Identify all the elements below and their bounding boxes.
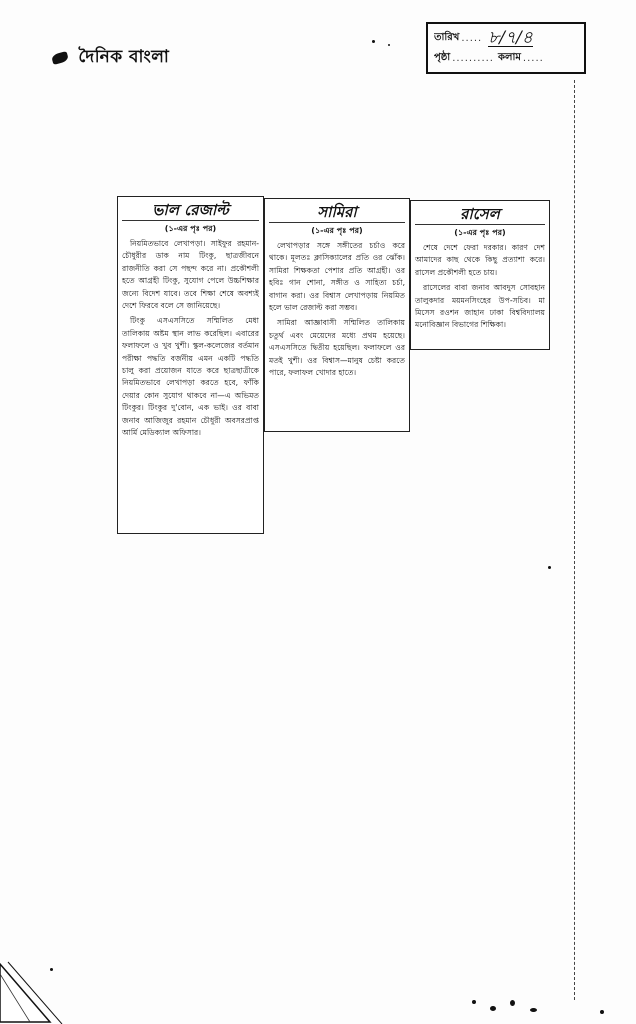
clipping-russel bbox=[410, 200, 550, 350]
clipping-paragraph: শেষে দেশে ফেরা দরকার। কারণ দেশ আমাদের কাছ থেকে কিছু প্রত্যাশা করে। রাসেল প্রকৌশলী হতে চায়। bbox=[415, 243, 545, 277]
stamp-dots: ..... bbox=[461, 32, 483, 44]
clipping-paragraph: টিংকু এসএসসিতে সম্মিলিত মেধা তালিকায় অষ্টম স্থান লাভ করেছিল। এবারের ফলাফলে ও খুব খুশী। স্কুল-কলেজের বর্তমান পরীক্ষা পদ্ধতি বর্জনীয় এমন একটি পদ্ধতি চালু করা প্রয়োজন যাতে করে ছাত্রছাত্রীকে নিয়মিতভাবে লেখাপড়া করতে হবে, ফাঁকি দেয়ার কোন সুযোগ থাকবে না—এ অভিমত টিংকুর। টিংকুর দু'বোন, এক ভাই। ওর বাবা জনাব আজিজুর রহমান চৌধুরী অবসরপ্রাপ্ত আর্মি মেডিক্যাল অফিসার। bbox=[122, 316, 259, 438]
scan-speck bbox=[372, 40, 375, 43]
clipping-paragraph: নিয়মিতভাবে লেখাপড়া। সাইফুর রহমান-চৌধুরীর ডাক নাম টিংকু, ছাত্রজীবনে রাজনীতি করা সে পছন্দ করে না। প্রকৌশলী হতে আগ্রহী টিংকু, সুযোগ পেলে উচ্চশিক্ষার জন্যে বিদেশ যাবে। তবে শিক্ষা শেষে অবশ্যই দেশে ফিরবে বলে সে জানিয়েছে। bbox=[122, 239, 259, 311]
ink-mark-icon bbox=[51, 51, 69, 65]
scan-speck bbox=[388, 44, 390, 46]
scan-speck bbox=[510, 1000, 515, 1006]
scan-speck bbox=[600, 1010, 604, 1014]
masthead-name: দৈনিক বাংলা bbox=[78, 47, 170, 67]
stamp-dots: ..... bbox=[522, 52, 544, 64]
scan-speck bbox=[548, 566, 551, 569]
clipping-samira bbox=[264, 198, 410, 432]
clipping-headline: ভাল রেজাল্ট bbox=[122, 200, 259, 221]
page-edge-line bbox=[574, 80, 577, 1000]
clipping-headline: সামিরা bbox=[269, 202, 405, 223]
folded-corner-icon bbox=[0, 944, 90, 1024]
scan-speck bbox=[472, 1000, 476, 1004]
clipping-headline: রাসেল bbox=[415, 204, 545, 225]
stamp-page-label: পৃষ্ঠা bbox=[434, 51, 451, 63]
stamp-date-value: ৮/৭/৪ bbox=[488, 28, 533, 48]
stamp-dots: .......... bbox=[452, 52, 494, 64]
stamp-date-label: তারিখ bbox=[434, 31, 460, 43]
stamp-column-label: কলাম bbox=[498, 51, 521, 63]
clipping-good-result bbox=[117, 196, 264, 534]
stamp-page-row bbox=[434, 48, 578, 68]
date-stamp-box bbox=[426, 22, 586, 74]
clipping-paragraph: সামিরা আজ্ঞাবাসী সম্মিলিত তালিকায় চতুর্থ এবং মেয়েদের মধ্যে প্রথম হয়েছে। এসএসসিতে দ্বিতীয় হয়েছিল। ফলাফলে ওর মতই খুশী। ওর বিশ্বাস—মানুষ চেষ্টা করতে পারে, ফলাফল খোদার হাতে। bbox=[269, 318, 405, 378]
stamp-date-row bbox=[434, 28, 578, 48]
clipping-paragraph: লেখাপড়ার সঙ্গে সঙ্গীতের চর্চাও করে থাকে। মূলতঃ ক্লাসিক্যালের প্রতি ওর ঝোঁক। সামিরা শিক্ষকতা পেশার প্রতি আগ্রহী। ওর হবিঃ গান শোনা, সঙ্গীত ও সাহিত্য চর্চা, বাগান করা। ওর বিশ্বাস লেখাপড়ায় নিয়মিত হলে ভাল রেজাল্ট করা সম্ভব। bbox=[269, 241, 405, 313]
clipping-paragraph: রাসেলের বাবা জনাব আবদুস সোবহান তালুকদার ময়মনসিংহের উপ-সচিব। মা মিসেস রওশন জাহান ঢাকা বিশ্ববিদ্যালয় মনোবিজ্ঞান বিভাগের শিক্ষিকা। bbox=[415, 283, 545, 330]
scan-speck bbox=[530, 1008, 537, 1012]
newspaper-masthead bbox=[52, 44, 169, 72]
clipping-continuation: (১-এর পৃঃ পর) bbox=[454, 228, 506, 237]
clipping-continuation: (১-এর পৃঃ পর) bbox=[311, 226, 363, 235]
clipping-continuation: (১-এর পৃঃ পর) bbox=[164, 224, 217, 233]
scan-speck bbox=[490, 1006, 496, 1011]
